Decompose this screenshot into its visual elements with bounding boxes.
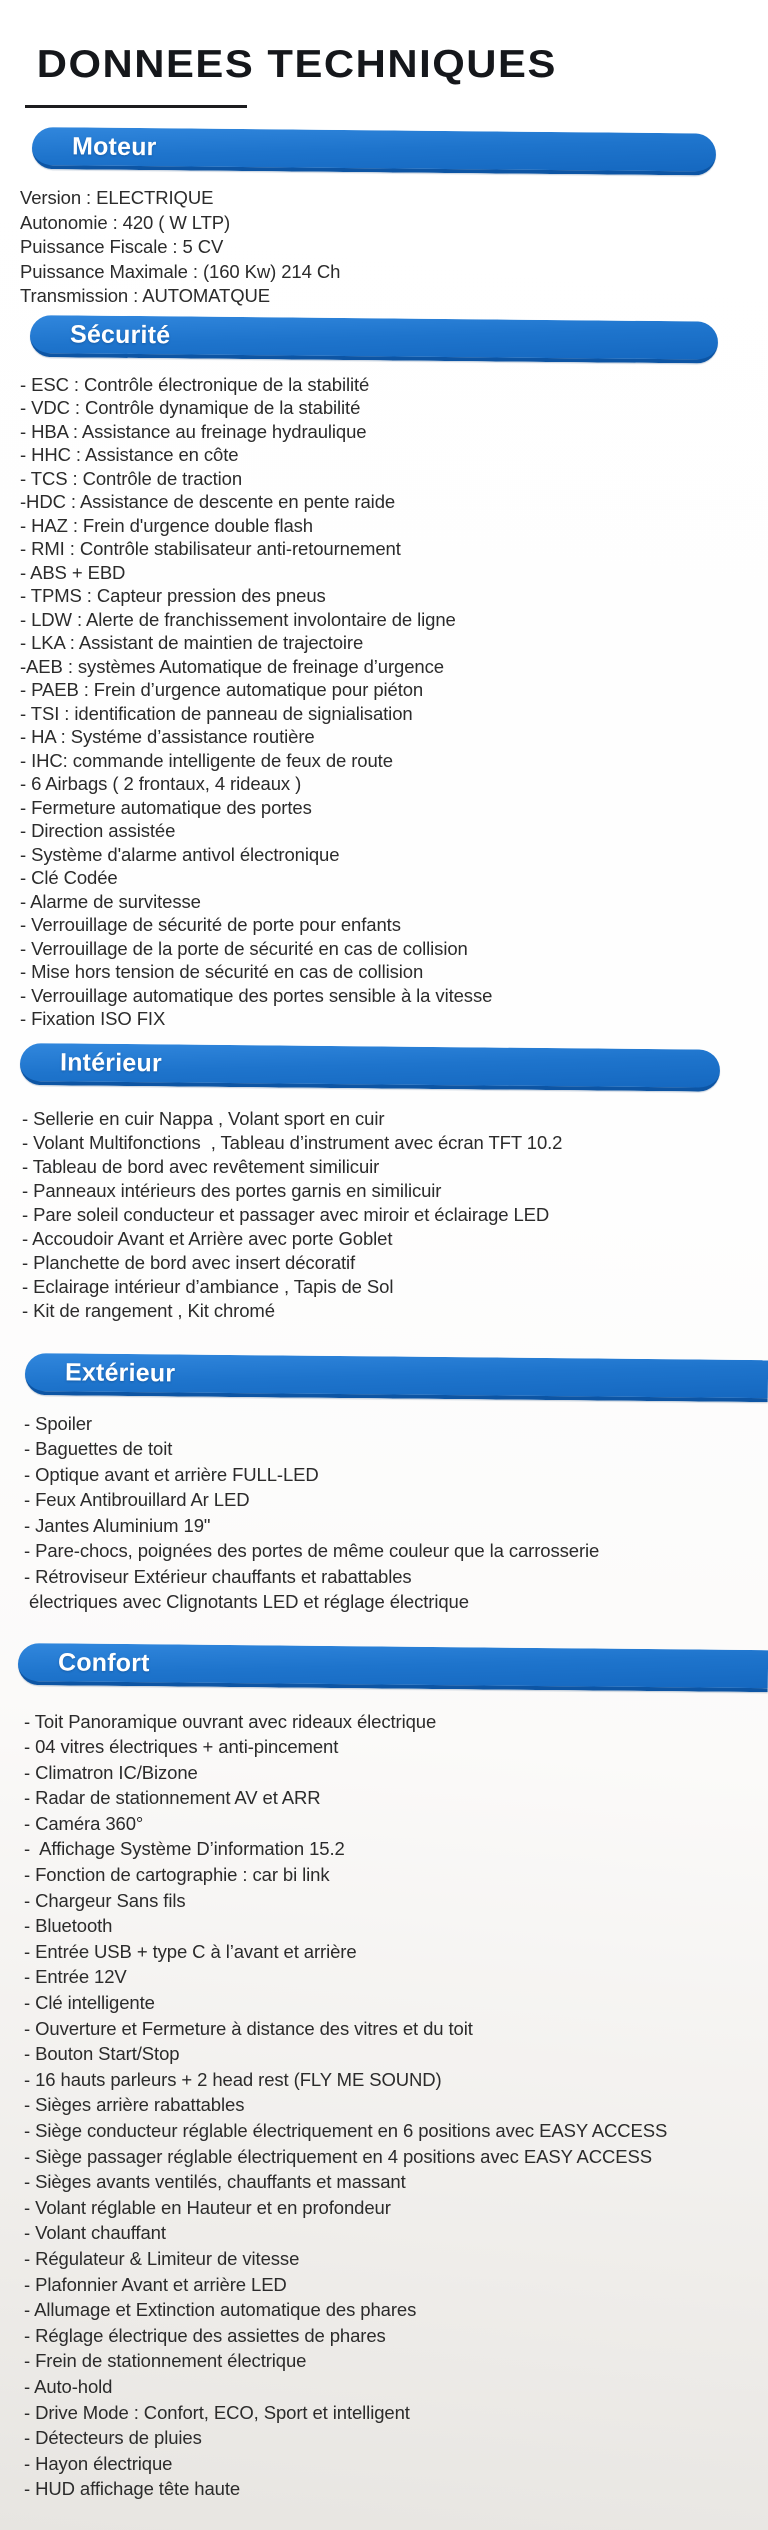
spec-line: -AEB : systèmes Automatique de freinage d’urgence bbox=[20, 655, 444, 677]
spec-section-moteur bbox=[0, 127, 768, 309]
spec-line: - LDW : Alerte de franchissement involontaire de ligne bbox=[20, 608, 456, 630]
spec-line: - Auto-hold bbox=[24, 2375, 113, 2397]
spec-line: - Accoudoir Avant et Arrière avec porte Goblet bbox=[22, 1227, 393, 1249]
spec-line: - Bouton Start/Stop bbox=[24, 2043, 180, 2065]
spec-line: - VDC : Contrôle dynamique de la stabilité bbox=[20, 397, 361, 418]
spec-line: - Entrée 12V bbox=[24, 1966, 127, 1988]
section-banner bbox=[32, 127, 716, 176]
spec-line: - Spoiler bbox=[24, 1412, 92, 1434]
spec-line: - Volant Multifonctions , Tableau d’instrument avec écran TFT 10.2 bbox=[22, 1131, 563, 1153]
spec-line: - Toit Panoramique ouvrant avec rideaux électrique bbox=[24, 1710, 437, 1732]
spec-line: - Clé intelligente bbox=[24, 1992, 155, 2014]
spec-line: - Volant chauffant bbox=[24, 2222, 166, 2244]
spec-line: - TPMS : Capteur pression des pneus bbox=[20, 585, 326, 606]
spec-line: - TSI : identification de panneau de signialisation bbox=[20, 702, 413, 724]
spec-line: - Jantes Aluminium 19" bbox=[24, 1514, 211, 1536]
spec-line: électriques avec Clignotants LED et réglage électrique bbox=[24, 1591, 469, 1612]
spec-line: - IHC: commande intelligente de feux de route bbox=[20, 749, 393, 771]
spec-line: - Chargeur Sans fils bbox=[24, 1889, 186, 1911]
spec-line: - Pare-chocs, poignées des portes de même couleur que la carrosserie bbox=[24, 1540, 600, 1561]
spec-line: - Climatron IC/Bizone bbox=[24, 1761, 198, 1783]
spec-line: Puissance Maximale : (160 Kw) 214 Ch bbox=[20, 260, 341, 282]
spec-list bbox=[0, 357, 768, 1031]
spec-line: - Mise hors tension de sécurité en cas de collision bbox=[20, 961, 424, 982]
spec-line: - Système d'alarme antivol électronique bbox=[20, 843, 340, 865]
spec-line: - Verrouillage de la porte de sécurité en cas de collision bbox=[20, 937, 468, 959]
spec-line: - Fonction de cartographie : car bi link bbox=[24, 1864, 330, 1886]
spec-line: - Volant réglable en Hauteur et en profondeur bbox=[24, 2196, 391, 2218]
spec-line: - Fixation ISO FIX bbox=[20, 1008, 166, 1029]
section-title: Moteur bbox=[71, 131, 157, 161]
section-banner bbox=[30, 315, 718, 364]
section-banner bbox=[18, 1643, 768, 1692]
spec-line: - HBA : Assistance au freinage hydraulique bbox=[20, 420, 367, 442]
spec-section-confort bbox=[0, 1643, 768, 2502]
spec-line: - Panneaux intérieurs des portes garnis en similicuir bbox=[22, 1179, 442, 1201]
spec-line: - Frein de stationnement électrique bbox=[24, 2350, 307, 2372]
spec-line: - Hayon électrique bbox=[24, 2452, 173, 2474]
spec-line: - Verrouillage automatique des portes sensible à la vitesse bbox=[20, 984, 493, 1006]
spec-line: - Eclairage intérieur d’ambiance , Tapis de Sol bbox=[22, 1275, 394, 1297]
spec-line: - Rétroviseur Extérieur chauffants et rabattables bbox=[24, 1565, 412, 1587]
spec-list bbox=[0, 169, 768, 309]
spec-line: - Feux Antibrouillard Ar LED bbox=[24, 1489, 250, 1510]
title-underline bbox=[25, 105, 247, 108]
spec-list bbox=[0, 1395, 768, 1615]
spec-line: - Affichage Système D’information 15.2 bbox=[24, 1838, 345, 1860]
page-title: DONNEES TECHNIQUES bbox=[36, 41, 557, 86]
spec-line: - Fermeture automatique des portes bbox=[20, 796, 312, 818]
spec-line: - Alarme de survitesse bbox=[20, 890, 201, 912]
spec-line: - Sièges avants ventilés, chauffants et massant bbox=[24, 2171, 406, 2193]
spec-line: - ABS + EBD bbox=[20, 561, 126, 583]
spec-line: - 6 Airbags ( 2 frontaux, 4 rideaux ) bbox=[20, 773, 302, 794]
spec-line: - Siège passager réglable électriquement en 4 positions avec EASY ACCESS bbox=[24, 2145, 652, 2167]
spec-line: - HA : Systéme d’assistance routière bbox=[20, 726, 315, 747]
spec-line: Transmission : AUTOMATQUE bbox=[20, 285, 271, 306]
spec-list bbox=[0, 1085, 768, 1323]
spec-line: - Sièges arrière rabattables bbox=[24, 2094, 245, 2116]
spec-line: - TCS : Contrôle de traction bbox=[20, 467, 243, 489]
spec-line: - Détecteurs de pluies bbox=[24, 2427, 202, 2449]
spec-line: -HDC : Assistance de descente en pente raide bbox=[20, 491, 396, 512]
spec-line: - Pare soleil conducteur et passager avec miroir et éclairage LED bbox=[22, 1203, 550, 1225]
spec-line: - Baguettes de toit bbox=[24, 1438, 173, 1459]
spec-line: - 04 vitres électriques + anti-pincement bbox=[24, 1736, 339, 1758]
section-title: Confort bbox=[57, 1647, 150, 1677]
spec-line: - HAZ : Frein d'urgence double flash bbox=[20, 514, 313, 536]
spec-line: - 16 hauts parleurs + 2 head rest (FLY ME SOUND) bbox=[24, 2068, 442, 2090]
spec-line: - HHC : Assistance en côte bbox=[20, 444, 239, 465]
spec-line: - Régulateur & Limiteur de vitesse bbox=[24, 2247, 300, 2269]
spec-line: Autonomie : 420 ( W LTP) bbox=[20, 211, 231, 233]
spec-line: - Optique avant et arrière FULL-LED bbox=[24, 1463, 319, 1485]
spec-line: - Caméra 360° bbox=[24, 1812, 144, 1834]
spec-line: - Bluetooth bbox=[24, 1915, 113, 1937]
spec-line: - Clé Codée bbox=[20, 867, 118, 888]
spec-section-exterieur bbox=[0, 1353, 768, 1615]
sections-container bbox=[0, 127, 768, 2502]
spec-line: - Tableau de bord avec revêtement similicuir bbox=[22, 1155, 380, 1177]
spec-line: - Verrouillage de sécurité de porte pour enfants bbox=[20, 914, 401, 935]
spec-line: - Réglage électrique des assiettes de phares bbox=[24, 2324, 386, 2346]
spec-list bbox=[0, 1685, 768, 2502]
spec-line: - Direction assistée bbox=[20, 820, 176, 841]
spec-line: - HUD affichage tête haute bbox=[24, 2478, 241, 2500]
spec-section-securite bbox=[0, 315, 768, 1031]
spec-line: - Siège conducteur réglable électriquement en 6 positions avec EASY ACCESS bbox=[24, 2120, 668, 2141]
spec-line: - Kit de rangement , Kit chromé bbox=[22, 1299, 275, 1321]
spec-section-interieur bbox=[0, 1043, 768, 1323]
spec-line: - Sellerie en cuir Nappa , Volant sport en cuir bbox=[22, 1107, 385, 1129]
section-title: Intérieur bbox=[59, 1047, 162, 1077]
section-title: Sécurité bbox=[69, 319, 171, 349]
spec-line: - Entrée USB + type C à l’avant et arrière bbox=[24, 1940, 357, 1962]
spec-line: - Radar de stationnement AV et ARR bbox=[24, 1787, 321, 1809]
spec-line: Version : ELECTRIQUE bbox=[20, 187, 214, 208]
section-banner bbox=[25, 1353, 768, 1402]
spec-line: - ESC : Contrôle électronique de la stabilité bbox=[20, 373, 370, 395]
spec-line: Puissance Fiscale : 5 CV bbox=[20, 236, 224, 257]
spec-line: - LKA : Assistant de maintien de trajectoire bbox=[20, 632, 364, 653]
spec-line: - Plafonnier Avant et arrière LED bbox=[24, 2273, 287, 2295]
spec-line: - Allumage et Extinction automatique des phares bbox=[24, 2299, 417, 2321]
spec-line: - PAEB : Frein d’urgence automatique pour piéton bbox=[20, 679, 424, 700]
spec-line: - Ouverture et Fermeture à distance des vitres et du toit bbox=[24, 2017, 473, 2039]
section-title: Extérieur bbox=[64, 1357, 176, 1387]
section-banner bbox=[20, 1043, 720, 1092]
spec-line: - Drive Mode : Confort, ECO, Sport et intelligent bbox=[24, 2401, 410, 2423]
spec-line: - RMI : Contrôle stabilisateur anti-retournement bbox=[20, 538, 401, 559]
spec-line: - Planchette de bord avec insert décoratif bbox=[22, 1251, 356, 1273]
